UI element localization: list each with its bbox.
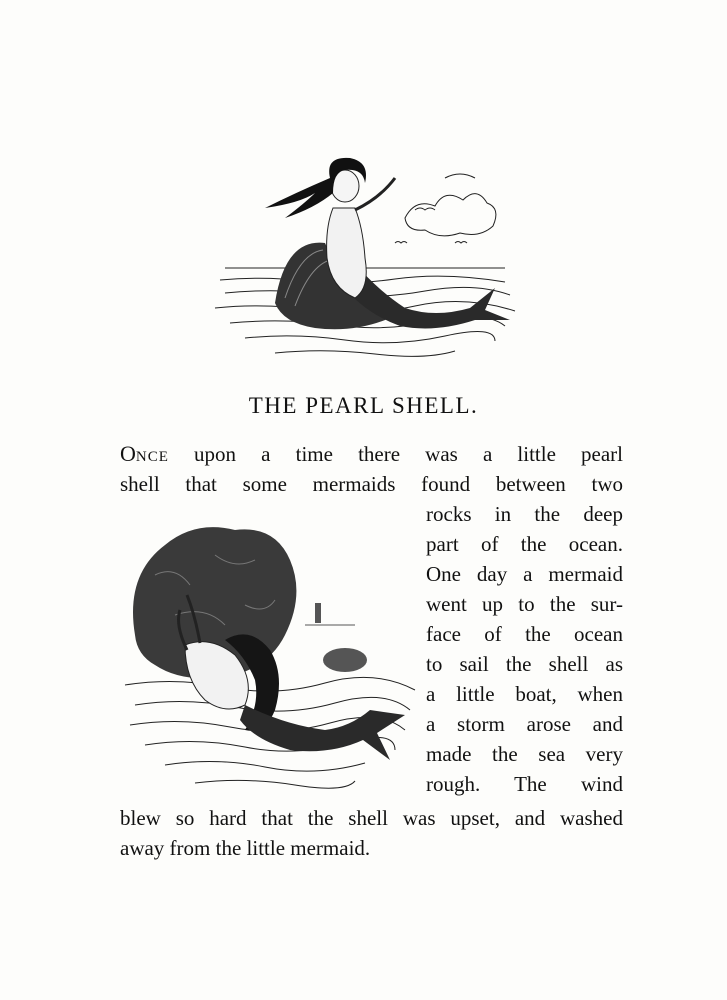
mermaid-on-shell-illustration xyxy=(205,148,525,368)
text-line-11: made the sea very xyxy=(426,742,623,766)
text-line-2: shell that some mermaids found between two xyxy=(120,472,623,496)
text-line-5: One day a mermaid xyxy=(426,562,623,586)
drop-initial: O xyxy=(120,441,136,466)
text-line-7: face of the ocean xyxy=(426,622,623,646)
text-line-14: away from the little mermaid. xyxy=(120,836,371,860)
text-line-3: rocks in the deep xyxy=(426,502,623,526)
text-line-4: part of the ocean. xyxy=(426,532,623,556)
text-line-10: a storm arose and xyxy=(426,712,623,736)
small-caps-word: NCE xyxy=(135,449,169,465)
page-title: THE PEARL SHELL. xyxy=(248,393,479,418)
text-line-1-rest: upon a time there was a little pearl xyxy=(194,442,624,466)
text-line-8: to sail the shell as xyxy=(426,652,623,676)
text-line-6: went up to the sur- xyxy=(426,592,623,616)
text-line-13: blew so hard that the shell was upset, and washed xyxy=(120,806,623,830)
mermaid-clinging-to-rock-illustration xyxy=(115,515,420,800)
text-line-1 xyxy=(120,439,623,469)
text-line-9: a little boat, when xyxy=(426,682,623,706)
text-line-12: rough. The wind xyxy=(426,772,623,796)
